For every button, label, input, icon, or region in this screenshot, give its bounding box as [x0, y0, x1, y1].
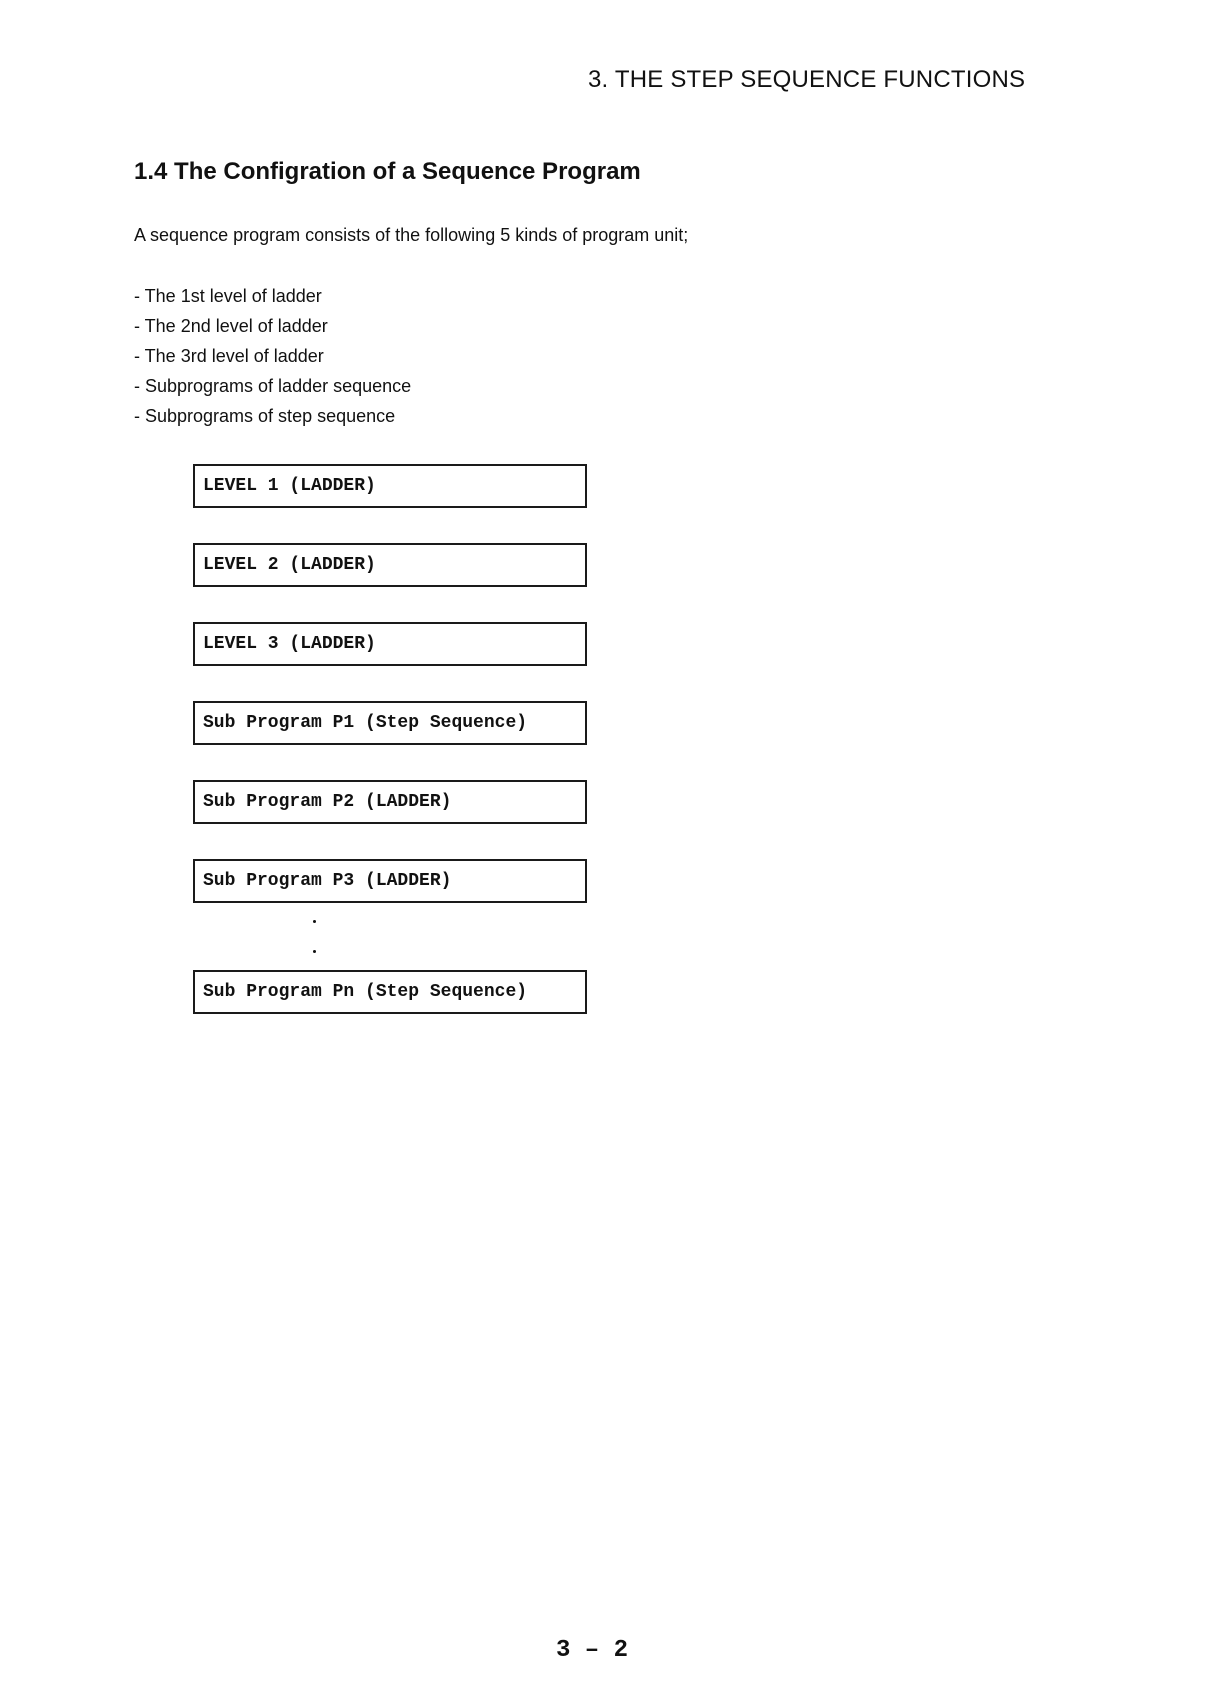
- intro-paragraph: A sequence program consists of the following 5 kinds of program unit;: [134, 225, 689, 245]
- list-item: - Subprograms of ladder sequence: [134, 376, 412, 396]
- list-item: - The 1st level of ladder: [134, 286, 322, 306]
- ellipsis-dot: [313, 950, 316, 953]
- subprogram-p2-box: Sub Program P2 (LADDER): [193, 780, 587, 824]
- program-unit-list: [134, 285, 411, 435]
- list-item: - Subprograms of step sequence: [134, 406, 396, 426]
- list-item: - The 2nd level of ladder: [134, 316, 328, 336]
- page-number: 3 – 2: [556, 1637, 629, 1664]
- level-1-box: LEVEL 1 (LADDER): [193, 464, 587, 508]
- section-title: 1.4 The Configration of a Sequence Program: [134, 158, 641, 185]
- subprogram-pn-box: Sub Program Pn (Step Sequence): [193, 970, 587, 1014]
- level-2-box: LEVEL 2 (LADDER): [193, 543, 587, 587]
- ellipsis-dot: [313, 920, 316, 923]
- list-item: - The 3rd level of ladder: [134, 346, 324, 366]
- running-header: 3. THE STEP SEQUENCE FUNCTIONS: [588, 66, 1026, 93]
- subprogram-p1-box: Sub Program P1 (Step Sequence): [193, 701, 587, 745]
- subprogram-p3-box: Sub Program P3 (LADDER): [193, 859, 587, 903]
- level-3-box: LEVEL 3 (LADDER): [193, 622, 587, 666]
